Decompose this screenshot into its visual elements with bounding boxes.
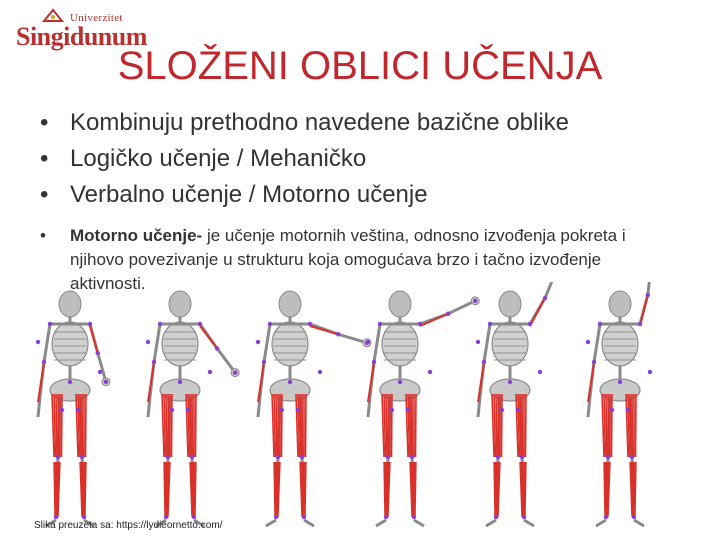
bullet-dot-icon: • — [40, 226, 46, 245]
skeleton-frame — [366, 291, 479, 526]
definition-text: je učenje motornih veština, odnosno izvođenja pokreta i njihovo povezivanje u strukturu koja omogućava brzo i tačno izvođenje aktivnosti. — [70, 226, 626, 293]
logo-emblem-icon — [42, 8, 64, 22]
bullet-item — [40, 141, 700, 177]
image-caption: Slika preuzeta sa: https://lydieornetto.com/ — [34, 520, 223, 531]
bullet-text: Logičko učenje / Mehaničko — [70, 145, 367, 172]
bullet-dot-icon: • — [40, 109, 49, 136]
logo-small-text: Univerzitet — [70, 12, 123, 24]
skeleton-frame — [256, 291, 371, 526]
slide-title: SLOŽENI OBLICI UČENJA — [117, 44, 603, 88]
bullet-text: Verbalno učenje / Motorno učenje — [70, 181, 428, 208]
skeleton-frame — [476, 282, 561, 526]
logo-main-text: Singidunum — [16, 22, 147, 51]
definition-term: Motorno učenje- — [70, 226, 203, 245]
bullet-dot-icon: • — [40, 145, 49, 172]
skeleton-frame — [586, 282, 655, 526]
bullet-item — [40, 177, 700, 213]
skeleton-frame — [36, 291, 110, 526]
skeleton-frame — [146, 291, 239, 526]
bullet-text: Kombinuju prethodno navedene bazične oblike — [70, 109, 570, 136]
bullet-list — [40, 105, 700, 213]
skeleton-motion-figure — [28, 282, 718, 538]
bullet-dot-icon: • — [40, 181, 49, 208]
bullet-item — [40, 105, 700, 141]
